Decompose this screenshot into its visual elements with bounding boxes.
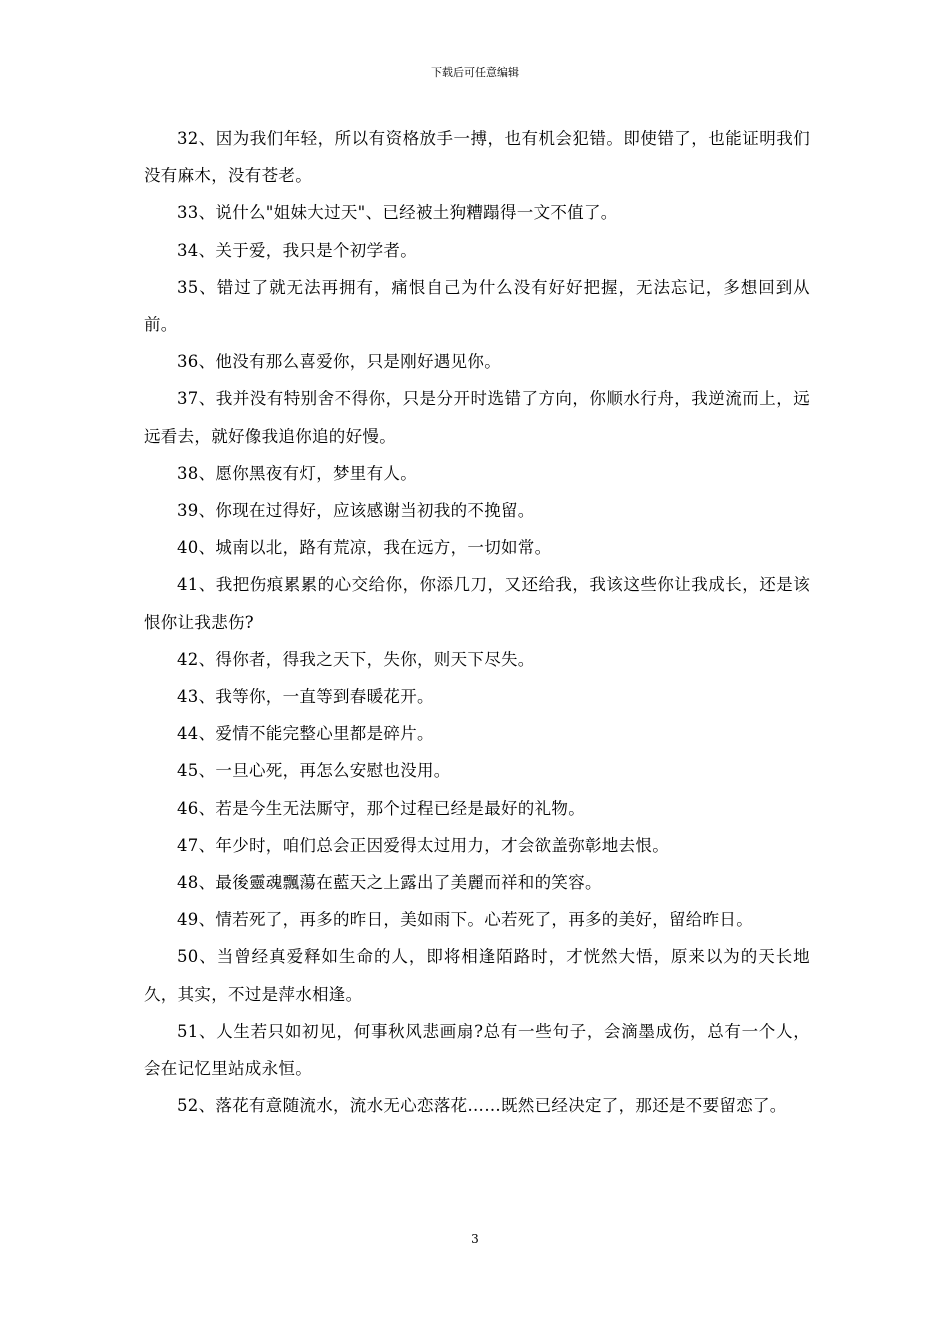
paragraph-48: 48、最後靈魂飄蕩在藍天之上露出了美麗而祥和的笑容。 <box>177 873 602 893</box>
paragraph-52: 52、落花有意随流水，流水无心恋落花……既然已经决定了，那还是不要留恋了。 <box>177 1096 787 1116</box>
paragraph-44: 44、爱情不能完整心里都是碎片。 <box>177 724 434 744</box>
paragraph-33: 33、说什么"姐妹大过天"、已经被土狗糟蹋得一文不值了。 <box>177 203 618 223</box>
paragraph-35: 35、错过了就无法再拥有，痛恨自己为什么没有好好把握，无法忘记，多想回到从前。 <box>144 277 810 335</box>
paragraph-43: 43、我等你，一直等到春暖花开。 <box>177 687 434 707</box>
paragraph-34: 34、关于爱，我只是个初学者。 <box>177 240 417 260</box>
paragraph-47: 47、年少时，咱们总会正因爱得太过用力，才会欲盖弥彰地去恨。 <box>177 835 669 855</box>
paragraph-37: 37、我并没有特别舍不得你，只是分开时选错了方向，你顺水行舟，我逆流而上，远远看去，就好像我追你追的好慢。 <box>144 389 810 446</box>
paragraph-39: 39、你现在过得好，应该感谢当初我的不挽留。 <box>177 501 535 521</box>
paragraph-51: 51、人生若只如初见，何事秋风悲画扇?总有一些句子，会滴墨成伤，总有一个人，会在记忆里站成永恒。 <box>144 1021 810 1079</box>
paragraph-42: 42、得你者，得我之天下，失你，则天下尽失。 <box>177 649 535 669</box>
paragraph-45: 45、一旦心死，再怎么安慰也没用。 <box>177 761 451 781</box>
paragraph-40: 40、城南以北，路有荒凉，我在远方，一切如常。 <box>177 538 552 558</box>
page-number: 3 <box>471 1232 479 1246</box>
paragraph-38: 38、愿你黑夜有灯，梦里有人。 <box>177 463 417 483</box>
page-header: 下载后可任意编辑 <box>431 66 519 79</box>
paragraph-46: 46、若是今生无法厮守，那个过程已经是最好的礼物。 <box>177 798 585 818</box>
paragraph-41: 41、我把伤痕累累的心交给你，你添几刀，又还给我，我该这些你让我成长，还是该恨你让我悲伤? <box>144 575 810 632</box>
paragraph-50: 50、当曾经真爱释如生命的人，即将相逢陌路时，才恍然大悟，原来以为的天长地久，其实，不过是萍水相逢。 <box>144 947 810 1004</box>
paragraph-49: 49、情若死了，再多的昨日，美如雨下。心若死了，再多的美好，留给昨日。 <box>177 910 753 930</box>
paragraph-36: 36、他没有那么喜爱你，只是刚好遇见你。 <box>177 352 501 372</box>
paragraph-32: 32、因为我们年轻，所以有资格放手一搏，也有机会犯错。即使错了，也能证明我们没有麻木，没有苍老。 <box>144 129 810 186</box>
document-body <box>144 120 810 1124</box>
